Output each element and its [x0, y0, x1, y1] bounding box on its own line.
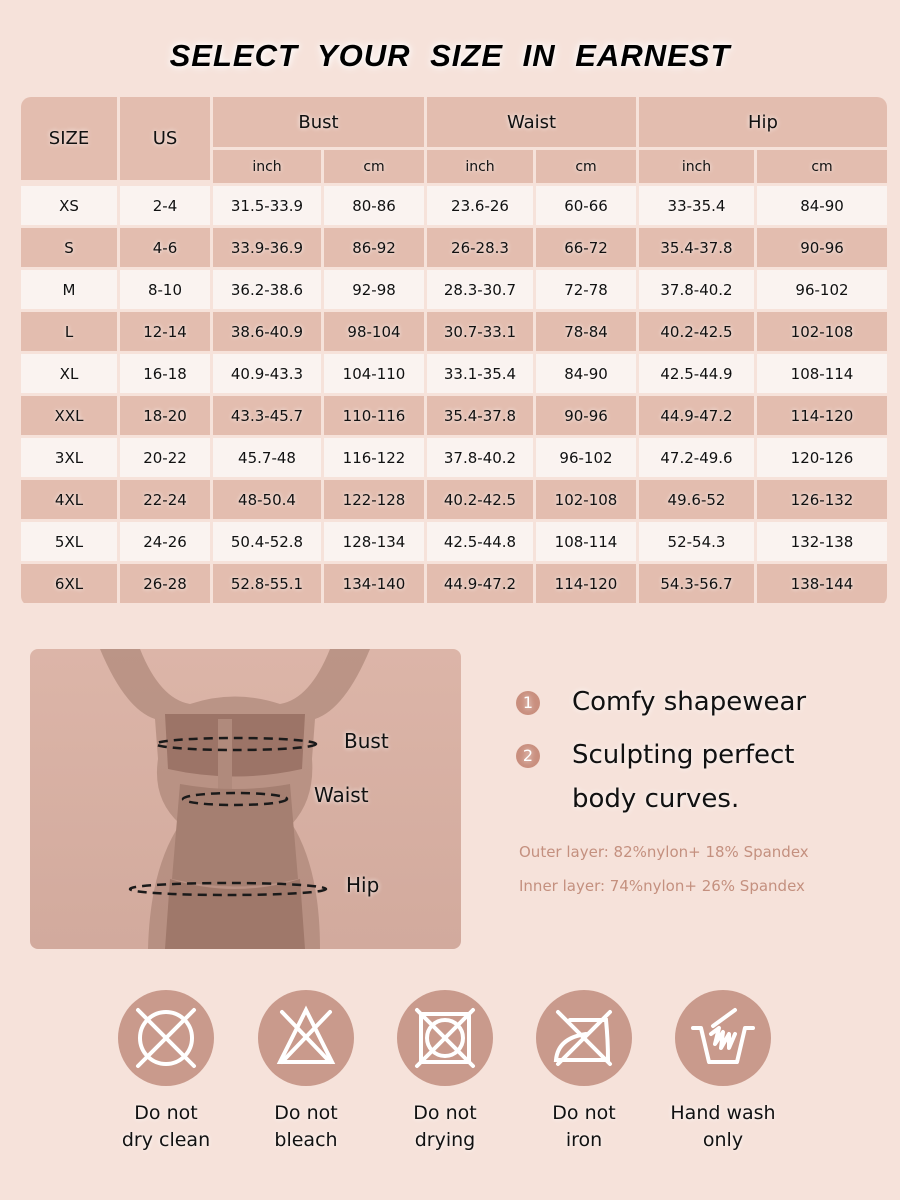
cell-bust-inch: 52.8-55.1: [213, 561, 321, 603]
cell-bust-inch: 36.2-38.6: [213, 267, 321, 309]
cell-waist-cm: 78-84: [536, 309, 636, 351]
cell-hip-inch: 44.9-47.2: [639, 393, 754, 435]
cell-hip-cm: 138-144: [757, 561, 887, 603]
cell-hip-inch: 40.2-42.5: [639, 309, 754, 351]
cell-us: 2-4: [120, 183, 210, 225]
cell-waist-cm: 96-102: [536, 435, 636, 477]
cell-waist-cm: 84-90: [536, 351, 636, 393]
care-no-drying: [380, 990, 510, 1154]
cell-waist-inch: 30.7-33.1: [427, 309, 533, 351]
cell-hip-inch: 49.6-52: [639, 477, 754, 519]
unit-waist-cm: cm: [536, 150, 636, 183]
care-label-line1: Hand wash: [670, 1102, 776, 1124]
care-label-line2: dry clean: [121, 1129, 211, 1151]
cell-size: M: [21, 267, 117, 309]
hip-label: Hip: [346, 873, 380, 897]
size-chart-table: [21, 97, 887, 606]
table-row: [21, 225, 887, 267]
cell-hip-cm: 114-120: [757, 393, 887, 435]
cell-waist-cm: 72-78: [536, 267, 636, 309]
cell-bust-cm: 122-128: [324, 477, 424, 519]
cell-us: 20-22: [120, 435, 210, 477]
no-tumble-dry-icon: [397, 990, 493, 1086]
cell-size: XL: [21, 351, 117, 393]
cell-size: S: [21, 225, 117, 267]
table-row: [21, 351, 887, 393]
cell-waist-cm: 66-72: [536, 225, 636, 267]
table-row: [21, 519, 887, 561]
cell-waist-cm: 114-120: [536, 561, 636, 603]
cell-bust-inch: 40.9-43.3: [213, 351, 321, 393]
cell-bust-cm: 116-122: [324, 435, 424, 477]
cell-size: 6XL: [21, 561, 117, 603]
table-row: [21, 183, 887, 225]
cell-us: 26-28: [120, 561, 210, 603]
cell-hip-inch: 35.4-37.8: [639, 225, 754, 267]
cell-hip-inch: 33-35.4: [639, 183, 754, 225]
cell-size: L: [21, 309, 117, 351]
unit-hip-cm: cm: [757, 150, 887, 183]
cell-bust-cm: 104-110: [324, 351, 424, 393]
cell-waist-cm: 90-96: [536, 393, 636, 435]
unit-bust-inch: inch: [213, 150, 321, 183]
cell-size: 5XL: [21, 519, 117, 561]
cell-bust-cm: 128-134: [324, 519, 424, 561]
care-no-dry-clean: [101, 990, 231, 1154]
cell-us: 24-26: [120, 519, 210, 561]
cell-waist-inch: 40.2-42.5: [427, 477, 533, 519]
feature-2: [516, 733, 795, 777]
model-illustration: [30, 649, 461, 949]
cell-waist-inch: 33.1-35.4: [427, 351, 533, 393]
cell-hip-cm: 96-102: [757, 267, 887, 309]
care-label-line1: Do not: [134, 1102, 198, 1124]
cell-hip-inch: 42.5-44.9: [639, 351, 754, 393]
care-hand-wash: [658, 990, 788, 1154]
care-no-bleach: [241, 990, 371, 1154]
cell-hip-cm: 120-126: [757, 435, 887, 477]
care-label-line2: drying: [414, 1129, 476, 1151]
care-label-line1: Do not: [552, 1102, 616, 1124]
cell-waist-inch: 26-28.3: [427, 225, 533, 267]
cell-hip-cm: 90-96: [757, 225, 887, 267]
cell-waist-cm: 60-66: [536, 183, 636, 225]
care-label-line2: iron: [565, 1129, 603, 1151]
feature-2-line2: body curves.: [572, 784, 740, 814]
number-badge-1: 1: [516, 691, 540, 715]
unit-hip-inch: inch: [639, 150, 754, 183]
care-label-line1: Do not: [413, 1102, 477, 1124]
cell-hip-inch: 52-54.3: [639, 519, 754, 561]
cell-bust-inch: 33.9-36.9: [213, 225, 321, 267]
feature-1-text: Comfy shapewear: [572, 687, 807, 717]
cell-size: 3XL: [21, 435, 117, 477]
cell-waist-cm: 102-108: [536, 477, 636, 519]
table-row: [21, 435, 887, 477]
cell-bust-inch: 31.5-33.9: [213, 183, 321, 225]
cell-bust-inch: 43.3-45.7: [213, 393, 321, 435]
cell-bust-cm: 86-92: [324, 225, 424, 267]
page-title: SELECT YOUR SIZE IN EARNEST: [169, 38, 731, 73]
cell-bust-cm: 98-104: [324, 309, 424, 351]
cell-hip-cm: 126-132: [757, 477, 887, 519]
cell-bust-cm: 110-116: [324, 393, 424, 435]
cell-bust-inch: 50.4-52.8: [213, 519, 321, 561]
cell-bust-cm: 92-98: [324, 267, 424, 309]
number-badge-2: 2: [516, 744, 540, 768]
cell-waist-inch: 44.9-47.2: [427, 561, 533, 603]
header-hip: Hip: [639, 97, 887, 150]
cell-bust-cm: 80-86: [324, 183, 424, 225]
cell-waist-inch: 37.8-40.2: [427, 435, 533, 477]
header-waist: Waist: [427, 97, 636, 150]
table-row: [21, 267, 887, 309]
unit-bust-cm: cm: [324, 150, 424, 183]
cell-waist-cm: 108-114: [536, 519, 636, 561]
table-row: [21, 561, 887, 603]
cell-waist-inch: 23.6-26: [427, 183, 533, 225]
header-size: SIZE: [21, 97, 117, 183]
cell-bust-inch: 38.6-40.9: [213, 309, 321, 351]
cell-hip-inch: 47.2-49.6: [639, 435, 754, 477]
care-label-line2: bleach: [274, 1129, 338, 1151]
inner-layer-material: Inner layer: 74%nylon+ 26% Spandex: [519, 877, 805, 895]
cell-waist-inch: 35.4-37.8: [427, 393, 533, 435]
feature-2-text: Sculpting perfect: [572, 740, 795, 770]
no-dry-clean-icon: [118, 990, 214, 1086]
care-label-line1: Do not: [274, 1102, 338, 1124]
outer-layer-material: Outer layer: 82%nylon+ 18% Spandex: [519, 843, 809, 861]
cell-hip-cm: 132-138: [757, 519, 887, 561]
waist-label: Waist: [314, 783, 369, 807]
cell-hip-cm: 84-90: [757, 183, 887, 225]
table-row: [21, 393, 887, 435]
cell-us: 18-20: [120, 393, 210, 435]
cell-bust-inch: 48-50.4: [213, 477, 321, 519]
cell-bust-cm: 134-140: [324, 561, 424, 603]
care-label-line2: only: [702, 1129, 744, 1151]
cell-hip-inch: 37.8-40.2: [639, 267, 754, 309]
cell-size: 4XL: [21, 477, 117, 519]
cell-size: XS: [21, 183, 117, 225]
no-bleach-icon: [258, 990, 354, 1086]
header-us: US: [120, 97, 210, 183]
table-row: [21, 477, 887, 519]
bust-label: Bust: [344, 729, 389, 753]
care-no-iron: [519, 990, 649, 1154]
cell-us: 8-10: [120, 267, 210, 309]
hand-wash-icon: [675, 990, 771, 1086]
cell-us: 4-6: [120, 225, 210, 267]
cell-waist-inch: 42.5-44.8: [427, 519, 533, 561]
cell-us: 12-14: [120, 309, 210, 351]
cell-us: 22-24: [120, 477, 210, 519]
cell-us: 16-18: [120, 351, 210, 393]
cell-size: XXL: [21, 393, 117, 435]
cell-hip-cm: 108-114: [757, 351, 887, 393]
no-iron-icon: [536, 990, 632, 1086]
unit-waist-inch: inch: [427, 150, 533, 183]
feature-1: [516, 680, 806, 724]
cell-bust-inch: 45.7-48: [213, 435, 321, 477]
table-row: [21, 309, 887, 351]
cell-waist-inch: 28.3-30.7: [427, 267, 533, 309]
header-bust: Bust: [213, 97, 424, 150]
cell-hip-inch: 54.3-56.7: [639, 561, 754, 603]
shapewear-model-photo: [30, 649, 461, 949]
cell-hip-cm: 102-108: [757, 309, 887, 351]
